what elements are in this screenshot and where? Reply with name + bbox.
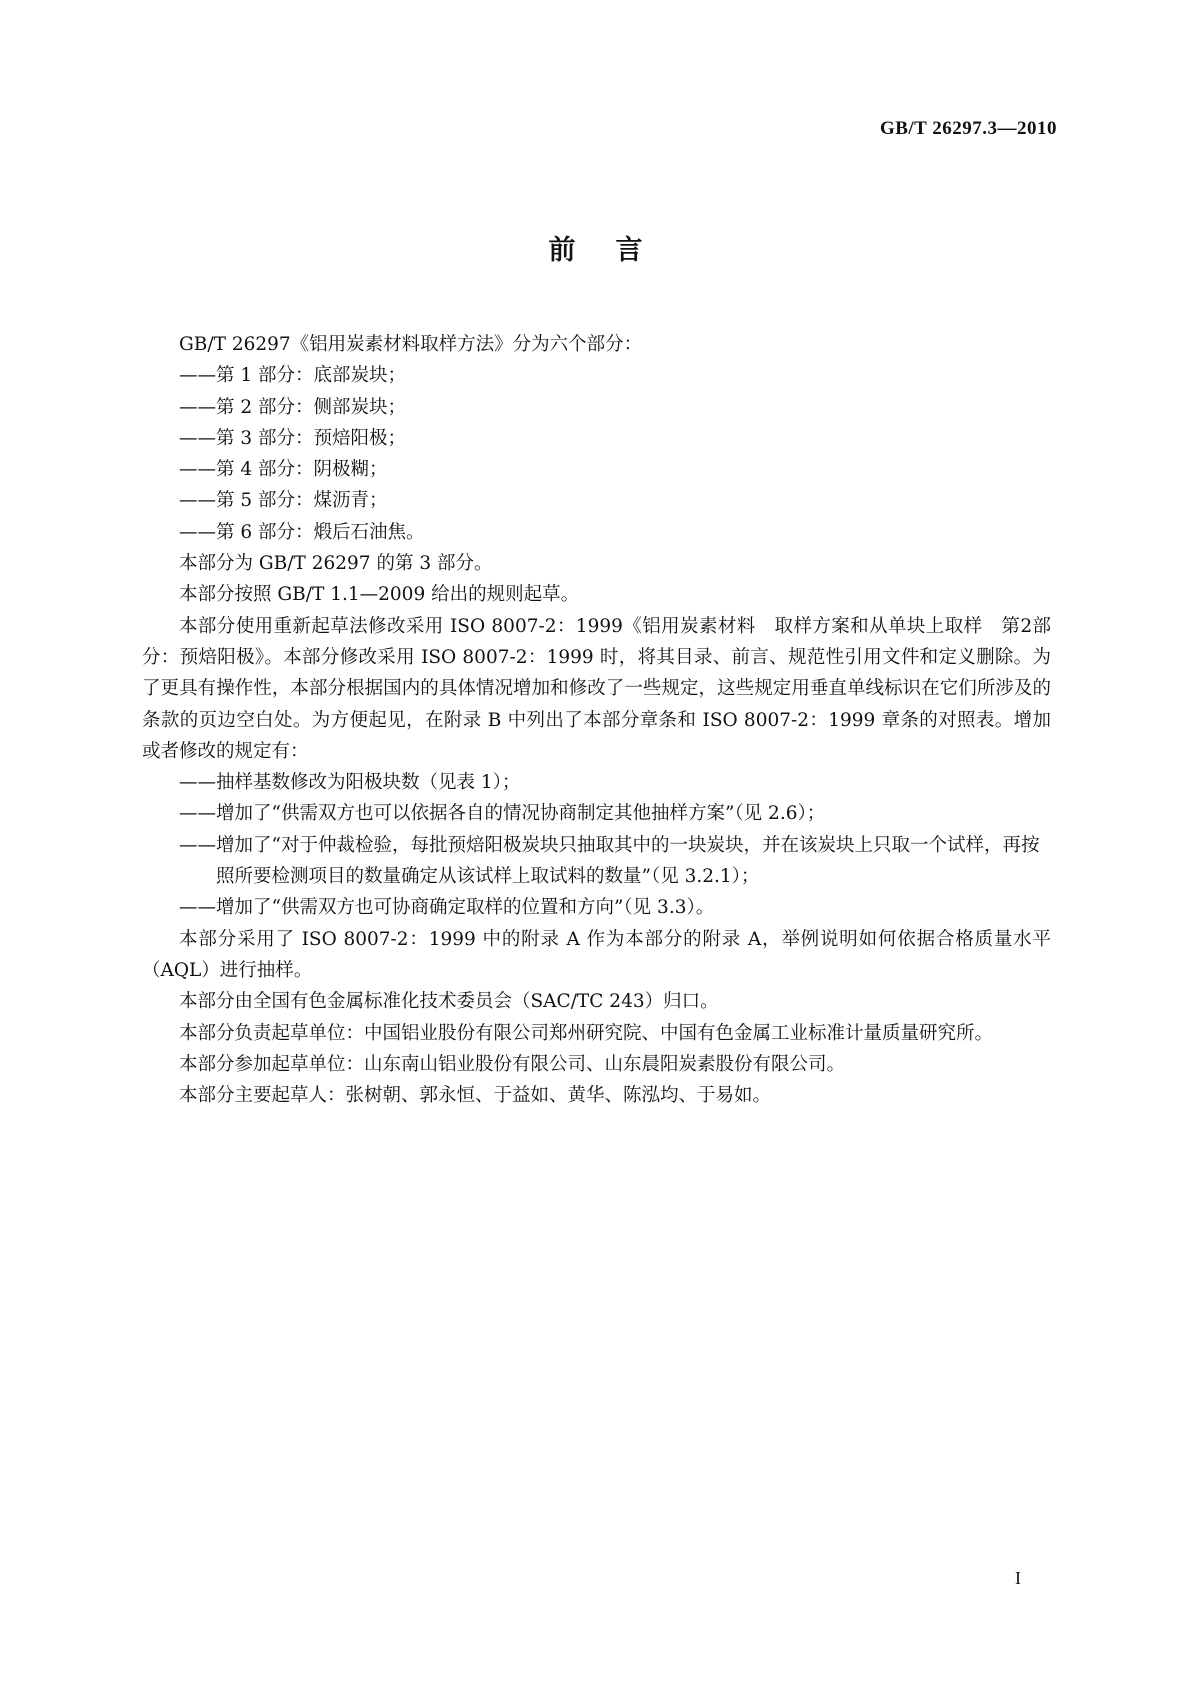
list-item: ——增加了“供需双方也可以依据各自的情况协商制定其他抽样方案”（见 2.6）； [179, 803, 826, 825]
page-title: 前言 [548, 235, 683, 266]
page-number: I [1015, 1568, 1021, 1588]
list-item: ——第 2 部分：侧部炭块； [179, 396, 407, 418]
document-body [142, 329, 1051, 1111]
paragraph: 本部分主要起草人：张树朝、郭永恒、于益如、黄华、陈泓均、于易如。 [179, 1085, 772, 1107]
list-item: ——第 1 部分：底部炭块； [179, 365, 407, 387]
paragraph: 本部分使用重新起草法修改采用 ISO 8007-2：1999《铝用炭素材料 取样方案和从单块上取样 第2部分：预焙阳极》。本部分修改采用 ISO 8007-2：1999 时，将其目录、前言、规范性引用文件和定义删除。为了更具有操作性，本部分根据国内的具体情况增加和修改了一些规定，这些规定用垂直单线标识在它们所涉及的条款的页边空白处。为方便起见，在附录 B 中列出了本部分章条和 ISO 8007-2：1999 章条的对照表。增加或者修改的规定有： [142, 615, 1051, 762]
list-item: ——第 6 部分：煅后石油焦。 [179, 521, 425, 543]
paragraph: 本部分由全国有色金属标准化技术委员会（SAC/TC 243）归口。 [179, 991, 719, 1013]
list-item: ——第 3 部分：预焙阳极； [179, 427, 407, 449]
paragraph: 本部分为 GB/T 26297 的第 3 部分。 [179, 553, 493, 575]
list-item: ——第 4 部分：阴极糊； [179, 459, 388, 481]
list-item: ——第 5 部分：煤沥青； [179, 490, 388, 512]
standard-code: GB/T 26297.3—2010 [879, 118, 1057, 139]
paragraph: 本部分负责起草单位：中国铝业股份有限公司郑州研究院、中国有色金属工业标准计量质量研究所。 [179, 1022, 994, 1044]
paragraph: 本部分采用了 ISO 8007-2：1999 中的附录 A 作为本部分的附录 A，举例说明如何依据合格质量水平（AQL）进行抽样。 [142, 928, 1051, 981]
list-item: ——增加了“对于仲裁检验，每批预焙阳极炭块只抽取其中的一块炭块，并在该炭块上只取一个试样，再按照所要检测项目的数量确定从该试样上取试料的数量”（见 3.2.1）； [179, 834, 1040, 888]
list-item: ——抽样基数修改为阳极块数（见表 1）； [179, 772, 521, 794]
paragraph: GB/T 26297《铝用炭素材料取样方法》分为六个部分： [179, 334, 643, 355]
paragraph: 本部分按照 GB/T 1.1—2009 给出的规则起草。 [179, 584, 580, 606]
paragraph: 本部分参加起草单位：山东南山铝业股份有限公司、山东晨阳炭素股份有限公司。 [179, 1053, 846, 1075]
list-item: ——增加了“供需双方也可协商确定取样的位置和方向”（见 3.3）。 [179, 897, 715, 919]
